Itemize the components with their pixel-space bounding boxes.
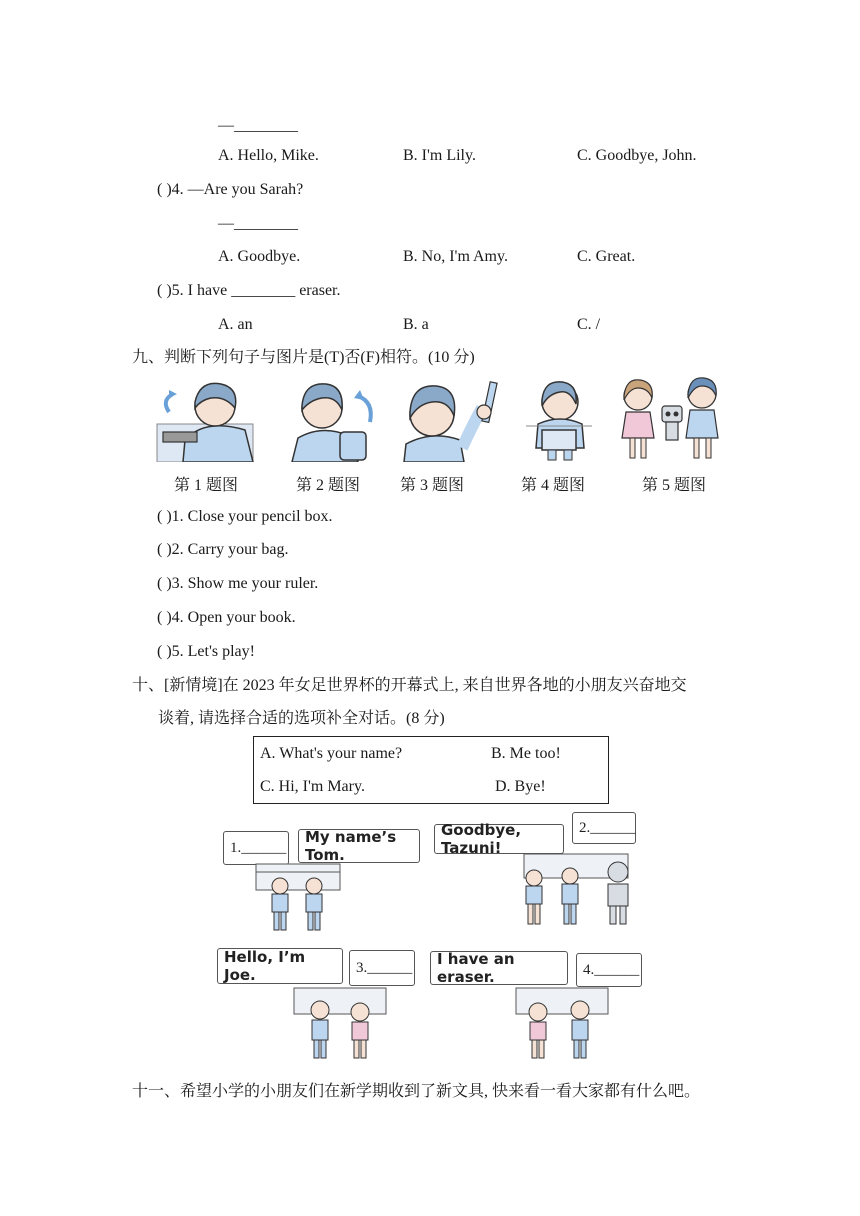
section11-title: 十一、希望小学的小朋友们在新学期收到了新文具, 快来看一看大家都有什么吧。 (132, 1083, 701, 1100)
q5-option-c: C. / (577, 316, 601, 333)
dialogue-1-text-bubble (298, 829, 420, 863)
figure-2-caption: 第 2 题图 (296, 477, 361, 494)
section9-item-5: ( )5. Let's play! (157, 643, 255, 660)
figure-1-caption: 第 1 题图 (174, 477, 239, 494)
dialogue-4-blank-bubble (576, 953, 642, 987)
figure-5-illustration (618, 376, 728, 462)
section10-title-line2: 谈着, 请选择合适的选项补全对话。(8 分) (158, 710, 445, 727)
figure-3-caption: 第 3 题图 (400, 477, 465, 494)
dialogue-2-text-bubble (434, 821, 564, 857)
figure-3-illustration (402, 378, 502, 462)
dialogue-3-text-bubble (217, 948, 343, 984)
option-b: B. Me too! (491, 745, 561, 762)
dialogue-4-blank: 4.______ (583, 961, 640, 978)
dialogue-1-text: My name’s Tom. (305, 828, 397, 864)
q3-answer-blank: —________ (218, 117, 298, 134)
dialogue-3-text: Hello, I’m Joe. (224, 948, 306, 984)
q3-option-b: B. I'm Lily. (403, 147, 476, 164)
section9-item-2: ( )2. Carry your bag. (157, 541, 289, 558)
section9-item-4: ( )4. Open your book. (157, 609, 296, 626)
q3-option-a: A. Hello, Mike. (218, 147, 319, 164)
section9-item-1: ( )1. Close your pencil box. (157, 508, 333, 525)
q5-option-b: B. a (403, 316, 429, 333)
q4-option-a: A. Goodbye. (218, 248, 301, 265)
option-c: C. Hi, I'm Mary. (260, 778, 365, 795)
scene-1-illustration (250, 860, 346, 934)
dialogue-3-blank: 3.______ (356, 959, 413, 976)
scene-4-illustration (512, 984, 612, 1062)
section9-item-3: ( )3. Show me your ruler. (157, 575, 319, 592)
dialogue-1-blank: 1.______ (230, 839, 287, 856)
section10-title-line1: 十、[新情境]在 2023 年女足世界杯的开幕式上, 来自世界各地的小朋友兴奋地交 (132, 677, 687, 694)
option-a: A. What's your name? (260, 745, 403, 762)
section9-title: 九、判断下列句子与图片是(T)否(F)相符。(10 分) (132, 349, 475, 366)
dialogue-4-text: I have an eraser. (437, 950, 515, 986)
dialogue-4-text-bubble (430, 951, 568, 985)
q4-stem: ( )4. —Are you Sarah? (157, 181, 304, 198)
q4-option-c: C. Great. (577, 248, 636, 265)
figure-4-caption: 第 4 题图 (521, 477, 586, 494)
q4-answer-blank: —________ (218, 215, 298, 232)
option-d: D. Bye! (495, 778, 546, 795)
figure-1-illustration (155, 378, 255, 462)
scene-3-illustration (290, 984, 390, 1062)
dialogue-3-blank-bubble (349, 950, 415, 986)
dialogue-2-blank-bubble (572, 812, 636, 844)
dialogue-2-blank: 2.______ (579, 819, 636, 836)
figure-5-caption: 第 5 题图 (642, 477, 707, 494)
q5-stem: ( )5. I have ________ eraser. (157, 282, 341, 299)
options-box (253, 736, 609, 804)
q4-option-b: B. No, I'm Amy. (403, 248, 508, 265)
figure-2-illustration (278, 378, 378, 462)
q3-option-c: C. Goodbye, John. (577, 147, 697, 164)
q5-option-a: A. an (218, 316, 253, 333)
figure-4-illustration (524, 378, 594, 462)
dialogue-2-text: Goodbye, Tazuni! (441, 821, 522, 857)
scene-2-illustration (514, 852, 638, 930)
